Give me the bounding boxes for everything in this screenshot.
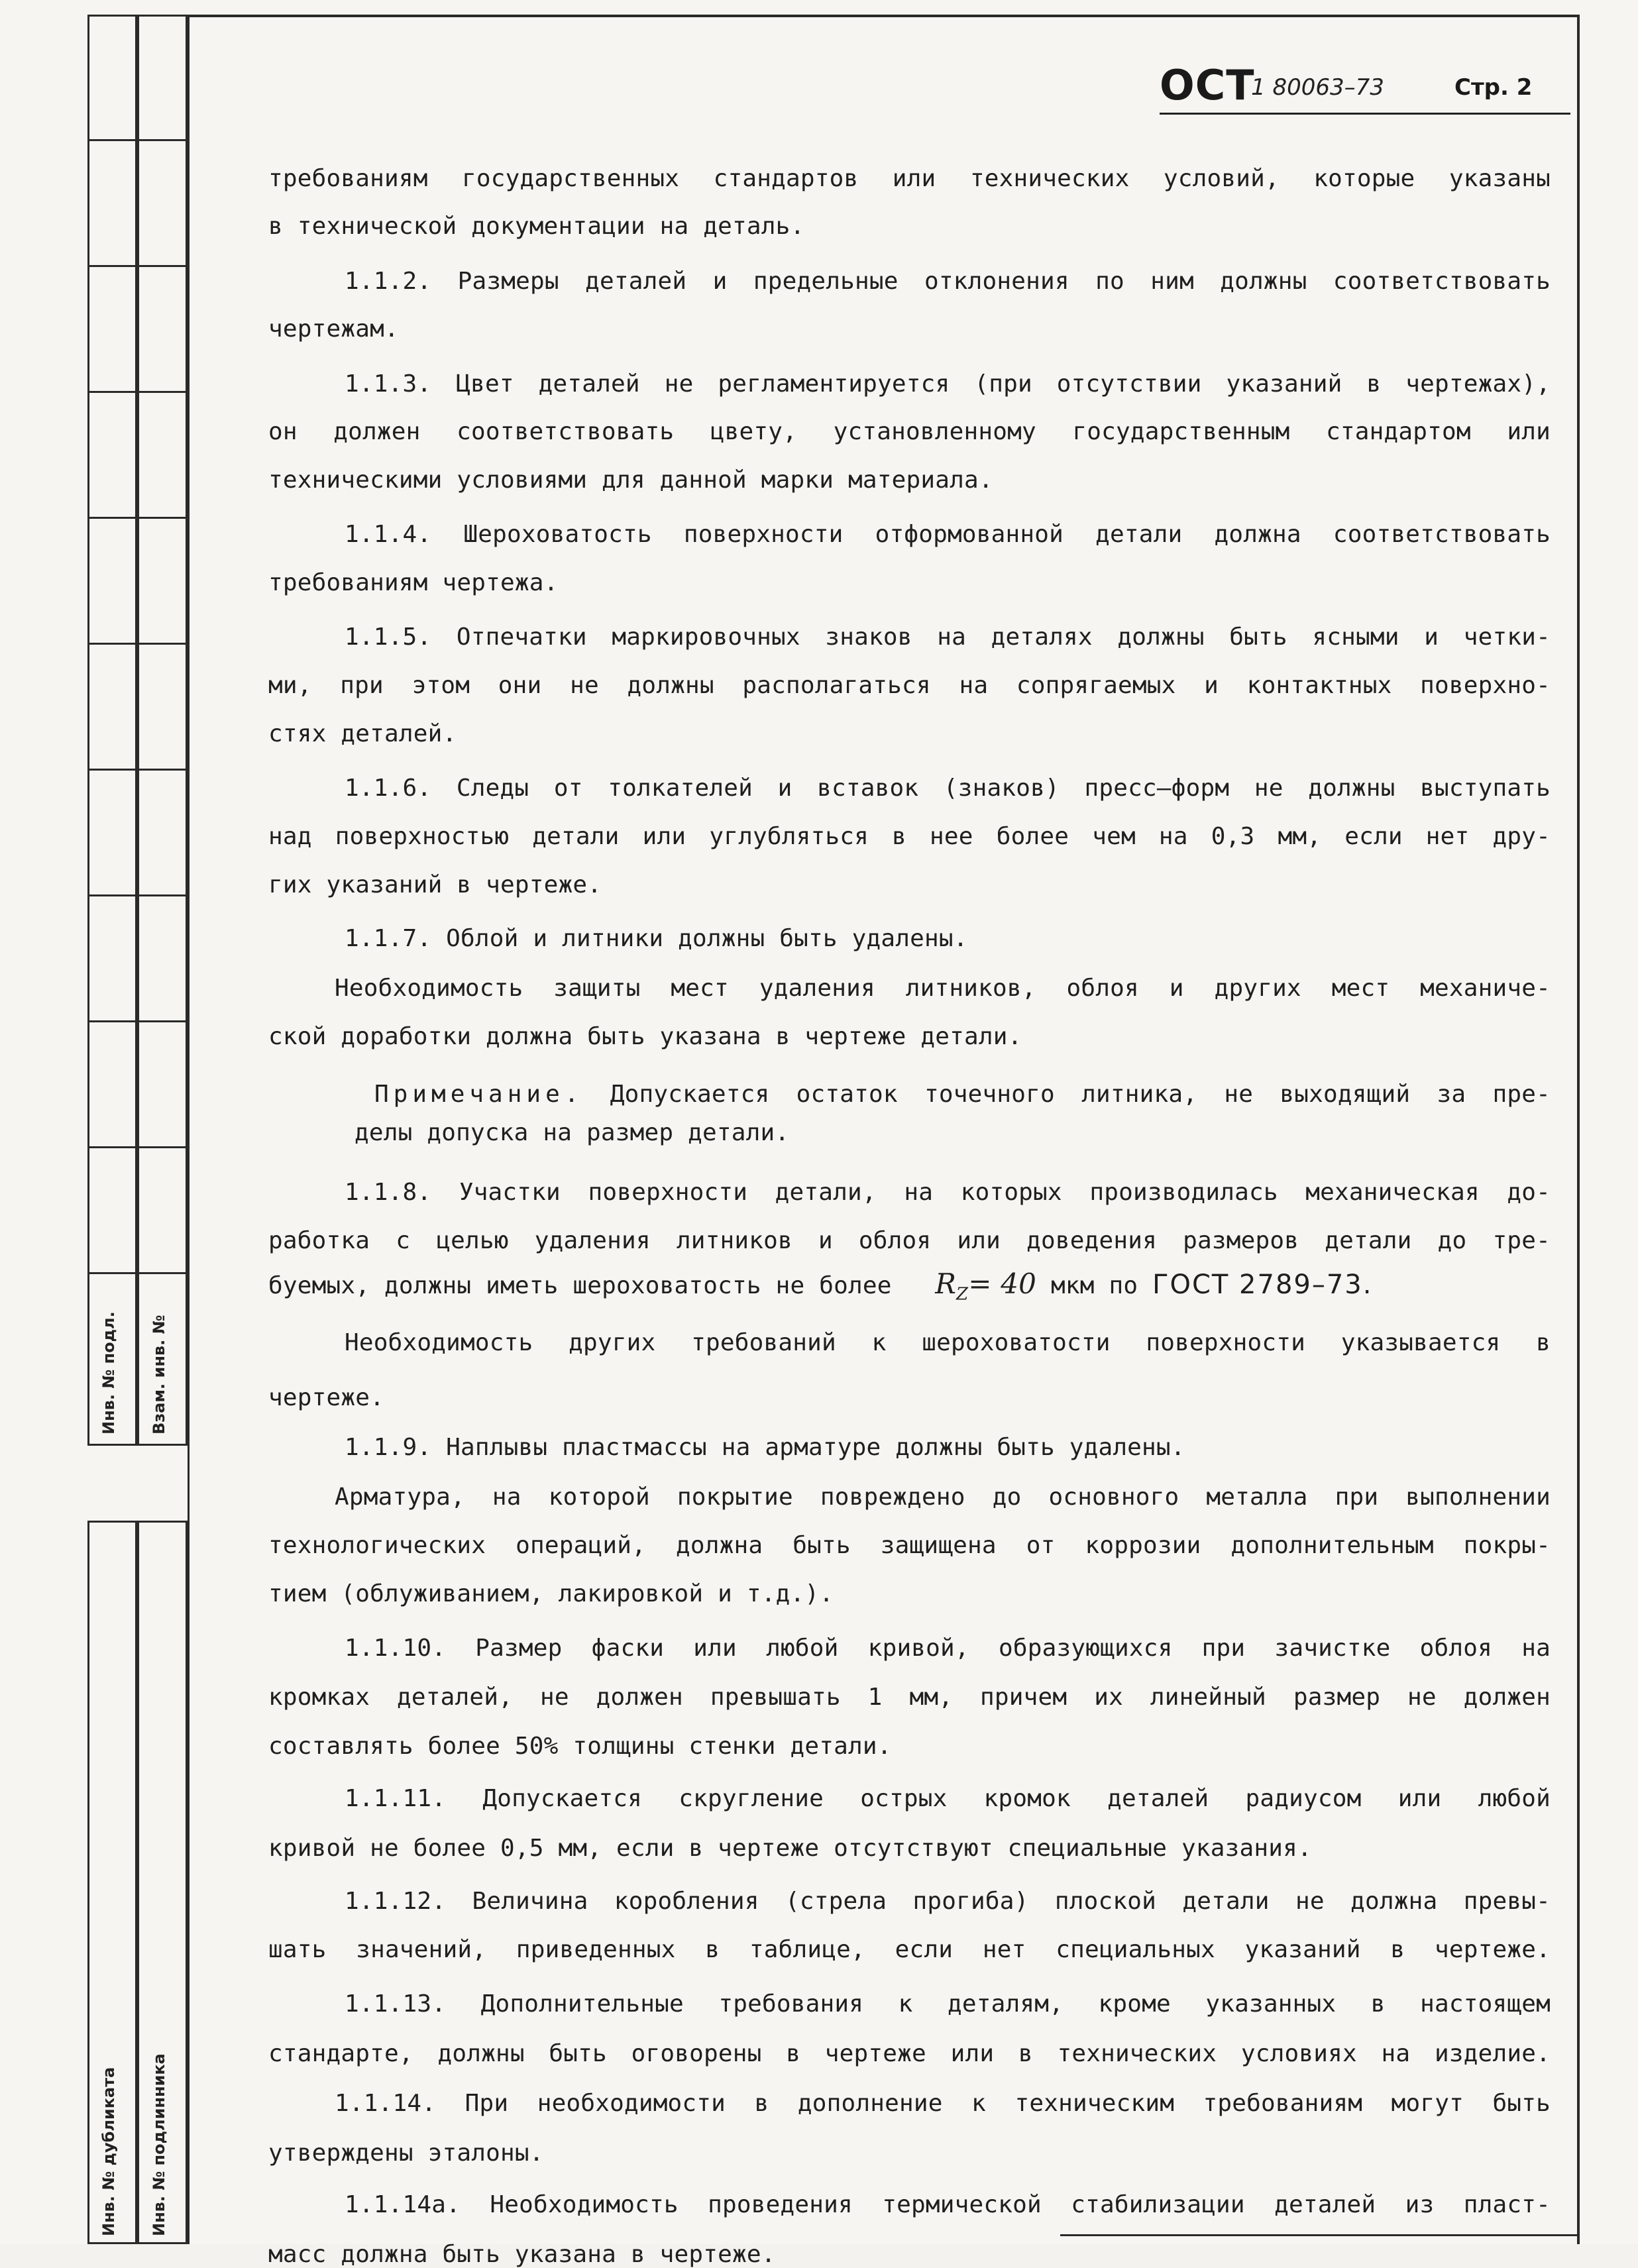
text-segment: буемых, должны иметь шероховатость не более <box>268 1272 892 1299</box>
margin-label-vzam-inv: Взам. инв. № <box>150 1315 168 1434</box>
text-line: 1.1.2. Размеры деталей и предельные отклонения по ним должны соответствовать <box>345 268 1551 295</box>
stamp-divider <box>87 769 188 771</box>
note-text: Допускается остаток точечного литника, не выходящий за пре- <box>610 1081 1551 1108</box>
text-line: 1.1.7. Облой и литники должны быть удалены. <box>345 925 968 952</box>
text-line: стях деталей. <box>268 720 457 747</box>
stamp-divider <box>87 1272 188 1274</box>
gost-reference: ГОСТ 2789–73. <box>1152 1269 1373 1300</box>
text-line: техническими условиями для данной марки материала. <box>268 466 993 494</box>
frame-border-top <box>188 15 1579 17</box>
stamp-divider <box>87 643 188 645</box>
text-line: 1.1.9. Наплывы пластмассы на арматуре должны быть удалены. <box>345 1434 1185 1461</box>
stamp-divider <box>87 1020 188 1022</box>
formula-value: = 40 <box>968 1268 1037 1300</box>
note-line <box>374 1081 1551 1108</box>
formula-symbol: R <box>935 1268 957 1300</box>
document-header <box>1160 61 1570 121</box>
formula-subscript: Z <box>956 1284 969 1305</box>
margin-label-inv-podl: Инв. № подл. <box>99 1311 118 1434</box>
text-line: 1.1.13. Дополнительные требования к деталям, кроме указанных в настоящем <box>345 1990 1551 2018</box>
text-line: тием (облуживанием, лакировкой и т.д.). <box>268 1580 834 1607</box>
text-line: 1.1.14. При необходимости в дополнение к техническим требованиям могут быть <box>335 2090 1551 2117</box>
frame-border-bottom <box>1060 2234 1577 2236</box>
text-line: 1.1.8. Участки поверхности детали, на которых производилась механическая до- <box>345 1179 1551 1206</box>
margin-label-inv-dubl: Инв. № дубликата <box>99 2067 118 2236</box>
text-line-with-formula <box>268 1268 1373 1307</box>
stamp-divider <box>87 894 188 896</box>
text-line: утверждены эталоны. <box>268 2139 544 2167</box>
text-line: Необходимость других требований к шероховатости поверхности указывается в <box>345 1329 1551 1356</box>
text-line: 1.1.10. Размер фаски или любой кривой, образующихся при зачистке облоя на <box>345 1635 1551 1662</box>
text-segment: мкм по <box>1050 1272 1138 1299</box>
text-line: технологических операций, должна быть защищена от коррозии дополнительным покры- <box>268 1532 1551 1559</box>
text-line: работка с целью удаления литников и облоя или доведения размеров детали до тре- <box>268 1227 1551 1254</box>
text-line: в технической документации на деталь. <box>268 213 805 240</box>
text-line: 1.1.6. Следы от толкателей и вставок (знаков) пресс–форм не должны выступать <box>345 775 1551 802</box>
text-line: масс должна быть указана в чертеже. <box>268 2241 776 2268</box>
frame-border-right <box>1577 15 1580 2244</box>
margin-stamp-column-right <box>137 15 188 1446</box>
text-line: он должен соответствовать цвету, установленному государственным стандартом или <box>268 418 1551 445</box>
text-line: 1.1.3. Цвет деталей не регламентируется (при отсутствии указаний в чертежах), <box>345 370 1551 398</box>
text-line: шать значений, приведенных в таблице, если нет специальных указаний в чертеже. <box>268 1936 1551 1963</box>
text-line: ми, при этом они не должны располагаться на сопрягаемых и контактных поверхно- <box>268 672 1551 699</box>
text-line: составлять более 50% толщины стенки детали. <box>268 1733 892 1760</box>
text-line: 1.1.5. Отпечатки маркировочных знаков на деталях должны быть ясными и четки- <box>345 623 1551 651</box>
stamp-divider <box>87 517 188 519</box>
roughness-formula <box>935 1268 1037 1305</box>
standard-code: ОСТ <box>1160 61 1255 109</box>
note-heading: Примечание. <box>374 1081 584 1108</box>
margin-label-inv-podlinnika: Инв. № подлинника <box>150 2053 168 2236</box>
frame-border-left <box>188 15 190 2244</box>
text-line: чертеже. <box>268 1384 384 1411</box>
stamp-divider <box>87 265 188 267</box>
text-line: над поверхностью детали или углубляться в нее более чем на 0,3 мм, если нет дру- <box>268 823 1551 850</box>
text-line: кривой не более 0,5 мм, если в чертеже отсутствуют специальные указания. <box>268 1835 1312 1862</box>
text-line: ской доработки должна быть указана в чертеже детали. <box>268 1023 1022 1050</box>
text-line: стандарте, должны быть оговорены в чертеже или в технических условиях на изделие. <box>268 2040 1551 2067</box>
text-line: гих указаний в чертеже. <box>268 871 602 898</box>
note-line: делы допуска на размер детали. <box>355 1119 790 1146</box>
standard-number: 1 80063–73 <box>1251 74 1384 101</box>
text-line: 1.1.14а. Необходимость проведения термической стабилизации деталей из пласт- <box>345 2191 1551 2218</box>
text-line: Необходимость защиты мест удаления литников, облоя и других мест механиче- <box>335 975 1551 1002</box>
text-line: кромках деталей, не должен превышать 1 мм, причем их линейный размер не должен <box>268 1684 1551 1711</box>
text-line: 1.1.4. Шероховатость поверхности отформованной детали должна соответствовать <box>345 521 1551 548</box>
stamp-divider <box>87 139 188 141</box>
text-line: 1.1.11. Допускается скругление острых кромок деталей радиусом или любой <box>345 1785 1551 1812</box>
page-number: Стр. 2 <box>1454 74 1533 101</box>
text-line: чертежам. <box>268 315 399 343</box>
text-line: требованиям государственных стандартов или технических условий, которые указаны <box>268 165 1551 192</box>
text-line: Арматура, на которой покрытие повреждено до основного металла при выполнении <box>335 1484 1551 1511</box>
stamp-divider <box>87 391 188 393</box>
text-line: требованиям чертежа. <box>268 569 559 596</box>
stamp-divider <box>87 1146 188 1148</box>
header-underline <box>1160 113 1570 115</box>
margin-stamp-column-left <box>87 15 137 1446</box>
text-line: 1.1.12. Величина коробления (стрела прогиба) плоской детали не должна превы- <box>345 1888 1551 1915</box>
